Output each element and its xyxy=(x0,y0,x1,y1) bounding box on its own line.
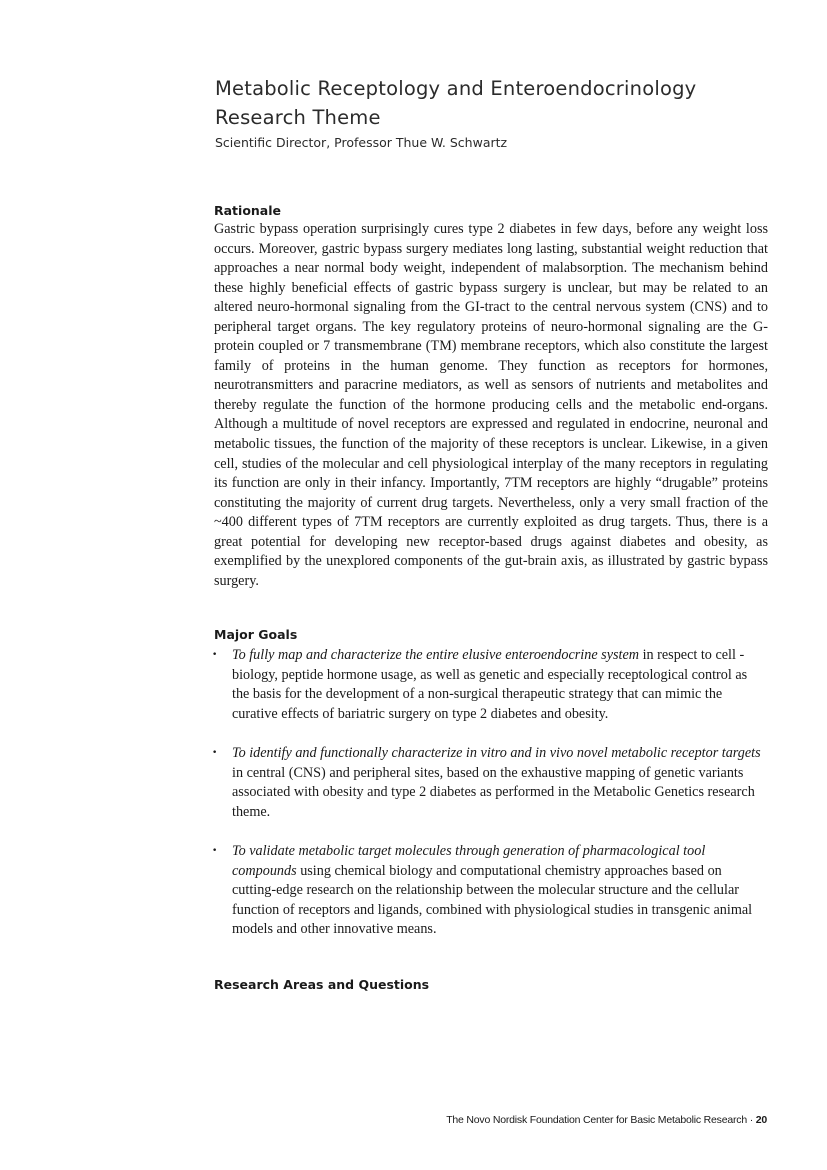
rationale-heading: Rationale xyxy=(214,203,282,218)
goal-rest: using chemical biology and computational chemistry approaches based on cutting-edge research on the relationship between the molecular structure and the cellular function of receptors and ligands, combined with physiological studies in transgenic animal models and other innovative means. xyxy=(232,862,753,938)
goal-text xyxy=(232,646,768,724)
research-heading: Research Areas and Questions xyxy=(214,977,430,992)
bullet-icon: • xyxy=(212,748,218,758)
footer-text: The Novo Nordisk Foundation Center for Basic Metabolic Research · xyxy=(446,1114,756,1126)
page-title: Metabolic Receptology and Enteroendocrinology Research Theme xyxy=(215,77,697,129)
goal-text xyxy=(232,842,768,940)
page-footer xyxy=(446,1114,767,1126)
page-number: 20 xyxy=(755,1114,767,1126)
goal-item xyxy=(212,744,768,822)
page-subtitle: Scientific Director, Professor Thue W. Schwartz xyxy=(215,135,508,150)
goal-lead: To identify and functionally characterize in vitro and in vivo novel metabolic receptor targets xyxy=(232,745,761,761)
goal-text xyxy=(232,744,768,822)
goal-item xyxy=(212,646,768,724)
goal-lead: To validate metabolic target molecules through generation of pharmacological tool compounds xyxy=(232,843,706,879)
goals-heading: Major Goals xyxy=(214,627,298,642)
rationale-paragraph: Gastric bypass operation surprisingly cures type 2 diabetes in few days, before any weight loss occurs. Moreover, gastric bypass surgery mediates long lasting, substantial weight reduction that approaches a near normal body weight, independent of malabsorption. The mechanism behind these highly beneficial effects of gastric bypass surgery is unclear, but may be related to an altered neuro-hormonal signaling from the GI-tract to the central nervous system (CNS) and to peripheral target organs. The key regulatory proteins of neuro-hormonal signaling are the G-protein coupled or 7 transmembrane (TM) membrane receptors, which also constitute the largest family of proteins in the human genome. They function as receptors for hormones, neurotransmitters and paracrine mediators, as well as sensors of nutrients and metabolites and thereby regulate the function of the hormone producing cells and the metabolic end-organs. Although a multitude of novel receptors are expressed and regulated in endocrine, neuronal and metabolic tissues, the function of the majority of these receptors is unclear. Likewise, in a given cell, studies of the molecular and cell physiological interplay of the many receptors in regulating its function are only in their infancy. Importantly, 7TM receptors are highly “drugable” proteins constituting the majority of current drug targets. Nevertheless, only a very small fraction of the ~400 different types of 7TM receptors are currently exploited as drug targets. Thus, there is a great potential for developing new receptor-based drugs against diabetes and obesity, as exemplified by the unexplored components of the gut-brain axis, as illustrated by gastric bypass surgery. xyxy=(214,221,768,589)
bullet-icon: • xyxy=(212,650,218,660)
goal-item xyxy=(212,842,768,940)
goal-rest: in central (CNS) and peripheral sites, based on the exhaustive mapping of genetic variants associated with obesity and type 2 diabetes as performed in the Metabolic Genetics research theme. xyxy=(232,764,755,820)
goal-lead: To fully map and characterize the entire elusive enteroendocrine system xyxy=(232,647,640,663)
goal-rest: in respect to cell - biology, peptide hormone usage, as well as genetic and especially receptological control as the basis for the development of a non-surgical therapeutic strategy that can mimic the curative effects of bariatric surgery on type 2 diabetes and obesity. xyxy=(232,647,748,722)
bullet-icon: • xyxy=(212,846,218,856)
